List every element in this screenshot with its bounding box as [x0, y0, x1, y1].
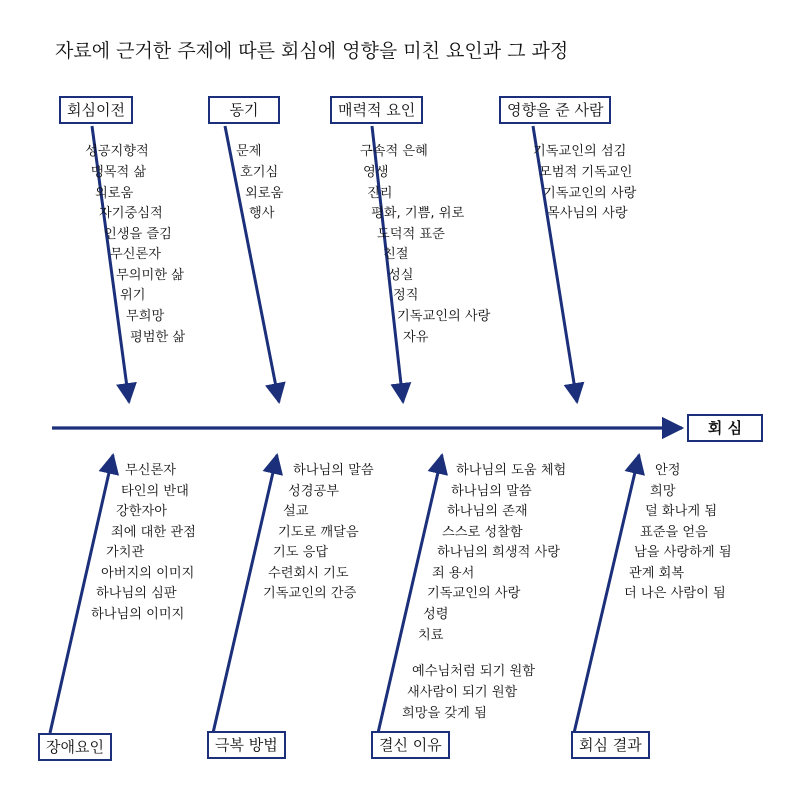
list-item: 희망을 갖게 됨 [402, 706, 487, 721]
list-item: 관계 회복 [629, 566, 685, 581]
list-item: 하나님의 심판 [96, 586, 177, 601]
diagram-title: 자료에 근거한 주제에 따른 회심에 영향을 미친 요인과 그 과정 [55, 40, 569, 62]
category-influential-people: 영향을 준 사람 [499, 96, 611, 124]
list-item: 맹목적 삶 [91, 165, 147, 180]
list-item: 성경공부 [288, 484, 339, 499]
list-item: 기독교인의 섬김 [533, 144, 627, 159]
list-item: 자유 [403, 330, 429, 345]
list-item: 무의미한 삶 [116, 268, 184, 283]
list-item: 덜 화나게 됨 [645, 504, 718, 519]
list-item: 친절 [383, 247, 409, 262]
list-item: 스스로 성찰함 [442, 525, 523, 540]
list-item: 기도로 깨달음 [278, 525, 359, 540]
list-item: 하나님의 도움 체험 [456, 463, 567, 478]
list-item: 타인의 반대 [121, 484, 189, 499]
list-item: 성공지향적 [85, 144, 149, 159]
list-item: 새사람이 되기 원함 [407, 685, 518, 700]
list-item: 강한자아 [116, 504, 167, 519]
list-item: 치료 [418, 628, 444, 643]
list-item: 기독교인의 사랑 [397, 309, 491, 324]
list-item: 하나님의 이미지 [91, 607, 185, 622]
list-item: 수련회시 기도 [268, 566, 349, 581]
list-item: 하나님의 말씀 [293, 463, 374, 478]
list-item: 아버지의 이미지 [101, 566, 195, 581]
list-item: 평화, 기쁨, 위로 [371, 206, 465, 221]
list-item: 문제 [236, 144, 262, 159]
list-item: 무신론자 [125, 463, 176, 478]
list-item: 외로움 [95, 186, 134, 201]
category-obstacles: 장애요인 [38, 733, 112, 761]
list-item: 더 나은 사람이 됨 [624, 586, 726, 601]
category-decision-reasons: 결신 이유 [371, 731, 450, 759]
list-item: 평범한 삶 [130, 330, 186, 345]
category-attractive-factors: 매력적 요인 [330, 96, 423, 124]
list-item: 목사님의 사랑 [547, 206, 628, 221]
list-item: 안정 [655, 463, 681, 478]
list-item: 진리 [367, 186, 393, 201]
list-item: 모범적 기독교인 [539, 165, 633, 180]
list-item: 기도 응답 [273, 545, 329, 560]
list-item: 기독교인의 사랑 [543, 186, 637, 201]
list-item: 영생 [363, 165, 389, 180]
list-item: 죄 용서 [432, 566, 475, 581]
list-item: 행사 [249, 206, 275, 221]
list-item: 죄에 대한 관점 [111, 525, 196, 540]
list-item: 자기중심적 [99, 206, 163, 221]
list-item: 희망 [650, 484, 676, 499]
list-item: 무희망 [126, 309, 165, 324]
list-item: 구속적 은혜 [360, 144, 428, 159]
list-item: 가치관 [106, 545, 145, 560]
category-overcoming-methods: 극복 방법 [207, 731, 286, 759]
result-box: 회 심 [687, 414, 763, 442]
list-item: 성령 [423, 607, 449, 622]
list-item: 기독교인의 사랑 [427, 586, 521, 601]
list-item: 도덕적 표준 [377, 227, 445, 242]
list-item: 기독교인의 간증 [263, 586, 357, 601]
list-item: 인생을 즐김 [104, 227, 172, 242]
category-conversion-results: 회심 결과 [571, 731, 650, 759]
category-before-conversion: 회심이전 [59, 96, 133, 124]
list-item: 정직 [393, 288, 419, 303]
list-item: 외로움 [245, 186, 284, 201]
list-item: 하나님의 존재 [447, 504, 528, 519]
list-item: 설교 [283, 504, 309, 519]
list-item: 성실 [388, 268, 414, 283]
list-item: 하나님의 희생적 사랑 [437, 545, 561, 560]
list-item: 예수님처럼 되기 원함 [412, 664, 536, 679]
list-item: 표준을 얻음 [640, 525, 708, 540]
list-item: 호기심 [240, 165, 279, 180]
list-item: 남을 사랑하게 됨 [634, 545, 732, 560]
list-item: 위기 [120, 288, 146, 303]
list-item: 무신론자 [110, 247, 161, 262]
category-motivation: 동기 [208, 96, 280, 124]
list-item: 하나님의 말씀 [451, 484, 532, 499]
